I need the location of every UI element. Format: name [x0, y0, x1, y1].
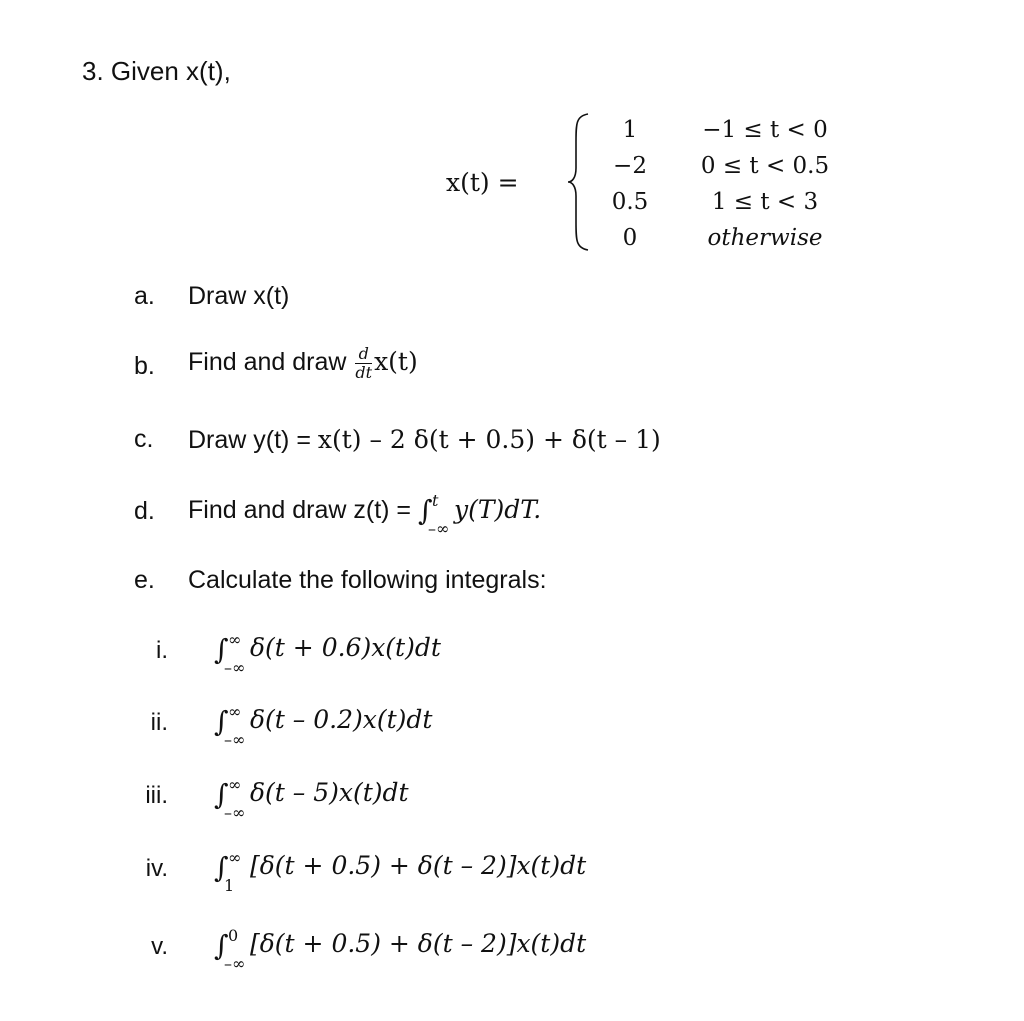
part-e-label: e. [134, 566, 155, 594]
part-c-prefix: Draw y(t) = [188, 426, 311, 454]
integral-iv-expression: [δ(t + 0.5) + δ(t – 2)]x(t)dt [250, 851, 587, 880]
integral-sign-icon: ∫ ∞ –∞ [214, 775, 250, 815]
part-c-expression: x(t) – 2 δ(t + 0.5) + δ(t – 1) [317, 425, 661, 454]
integral-iii-expression: δ(t – 5)x(t)dt [250, 778, 409, 807]
integral-upper-limit: ∞ [228, 701, 242, 721]
part-b-prefix: Find and draw [188, 348, 347, 376]
part-a-label: a. [134, 282, 155, 310]
part-d-label: d. [134, 497, 155, 525]
part-d-prefix: Find and draw z(t) = [188, 496, 412, 524]
part-c-label: c. [134, 425, 154, 453]
piece-value-2: −2 [613, 153, 647, 179]
fraction-denominator: dt [355, 362, 373, 382]
integral-lower-limit: –∞ [224, 802, 246, 822]
integral-upper-limit: 0 [228, 925, 239, 945]
integral-sign-icon: ∫ 0 –∞ [214, 926, 250, 966]
part-b-tail: x(t) [374, 347, 418, 376]
piece-condition-4: otherwise [707, 225, 823, 251]
piece-condition-3: 1 ≤ t < 3 [711, 189, 819, 215]
part-c-text [188, 425, 661, 455]
integral-i-label: i. [156, 637, 168, 664]
integral-lower-limit: –∞ [224, 729, 246, 749]
integral-iii-label: iii. [145, 782, 168, 809]
integral-lower-limit: –∞ [224, 657, 246, 677]
piece-value-3: 0.5 [611, 189, 649, 215]
question-heading: 3. Given x(t), [82, 56, 231, 86]
derivative-fraction [355, 345, 372, 382]
integral-sign-icon: ∫ ∞ –∞ [214, 630, 250, 670]
integral-ii [214, 700, 433, 749]
part-e-text: Calculate the following integrals: [188, 566, 547, 594]
part-b-label: b. [134, 352, 155, 380]
piece-condition-1: −1 ≤ t < 0 [702, 117, 828, 143]
fraction-numerator: d [355, 345, 372, 364]
integral-iv [214, 846, 587, 895]
integral-sign-icon: ∫ ∞ 1 [214, 848, 250, 888]
integral-upper-limit: ∞ [228, 774, 242, 794]
integral-lower-limit: –∞ [427, 519, 450, 539]
integral-i [214, 628, 441, 677]
part-d-integrand: y(T)dT. [453, 495, 542, 524]
piecewise-lhs: x(t) = [446, 168, 519, 197]
integral-i-expression: δ(t + 0.6)x(t)dt [250, 633, 441, 662]
integral-upper-limit: ∞ [228, 629, 242, 649]
piece-condition-2: 0 ≤ t < 0.5 [700, 153, 830, 179]
integral-lower-limit: –∞ [224, 953, 246, 973]
integral-iii [214, 773, 409, 822]
integral-iv-label: iv. [145, 855, 168, 882]
integral-v-expression: [δ(t + 0.5) + δ(t – 2)]x(t)dt [250, 929, 587, 958]
left-brace-icon [566, 112, 592, 252]
integral-lower-limit: 1 [224, 875, 235, 895]
piece-value-1: 1 [622, 117, 638, 143]
integral-ii-expression: δ(t – 0.2)x(t)dt [250, 705, 433, 734]
part-b-text [188, 340, 418, 384]
integral-v-label: v. [151, 933, 168, 960]
integral-sign-icon: ∫ t –∞ [418, 491, 454, 531]
integral-ii-label: ii. [150, 709, 168, 736]
part-a-text: Draw x(t) [188, 282, 290, 310]
integral-upper-limit: ∞ [228, 847, 242, 867]
integral-upper-limit: t [431, 491, 439, 511]
integral-v [214, 924, 587, 973]
part-d-text [188, 490, 542, 539]
piece-value-4: 0 [622, 225, 638, 251]
integral-sign-icon: ∫ ∞ –∞ [214, 702, 250, 742]
